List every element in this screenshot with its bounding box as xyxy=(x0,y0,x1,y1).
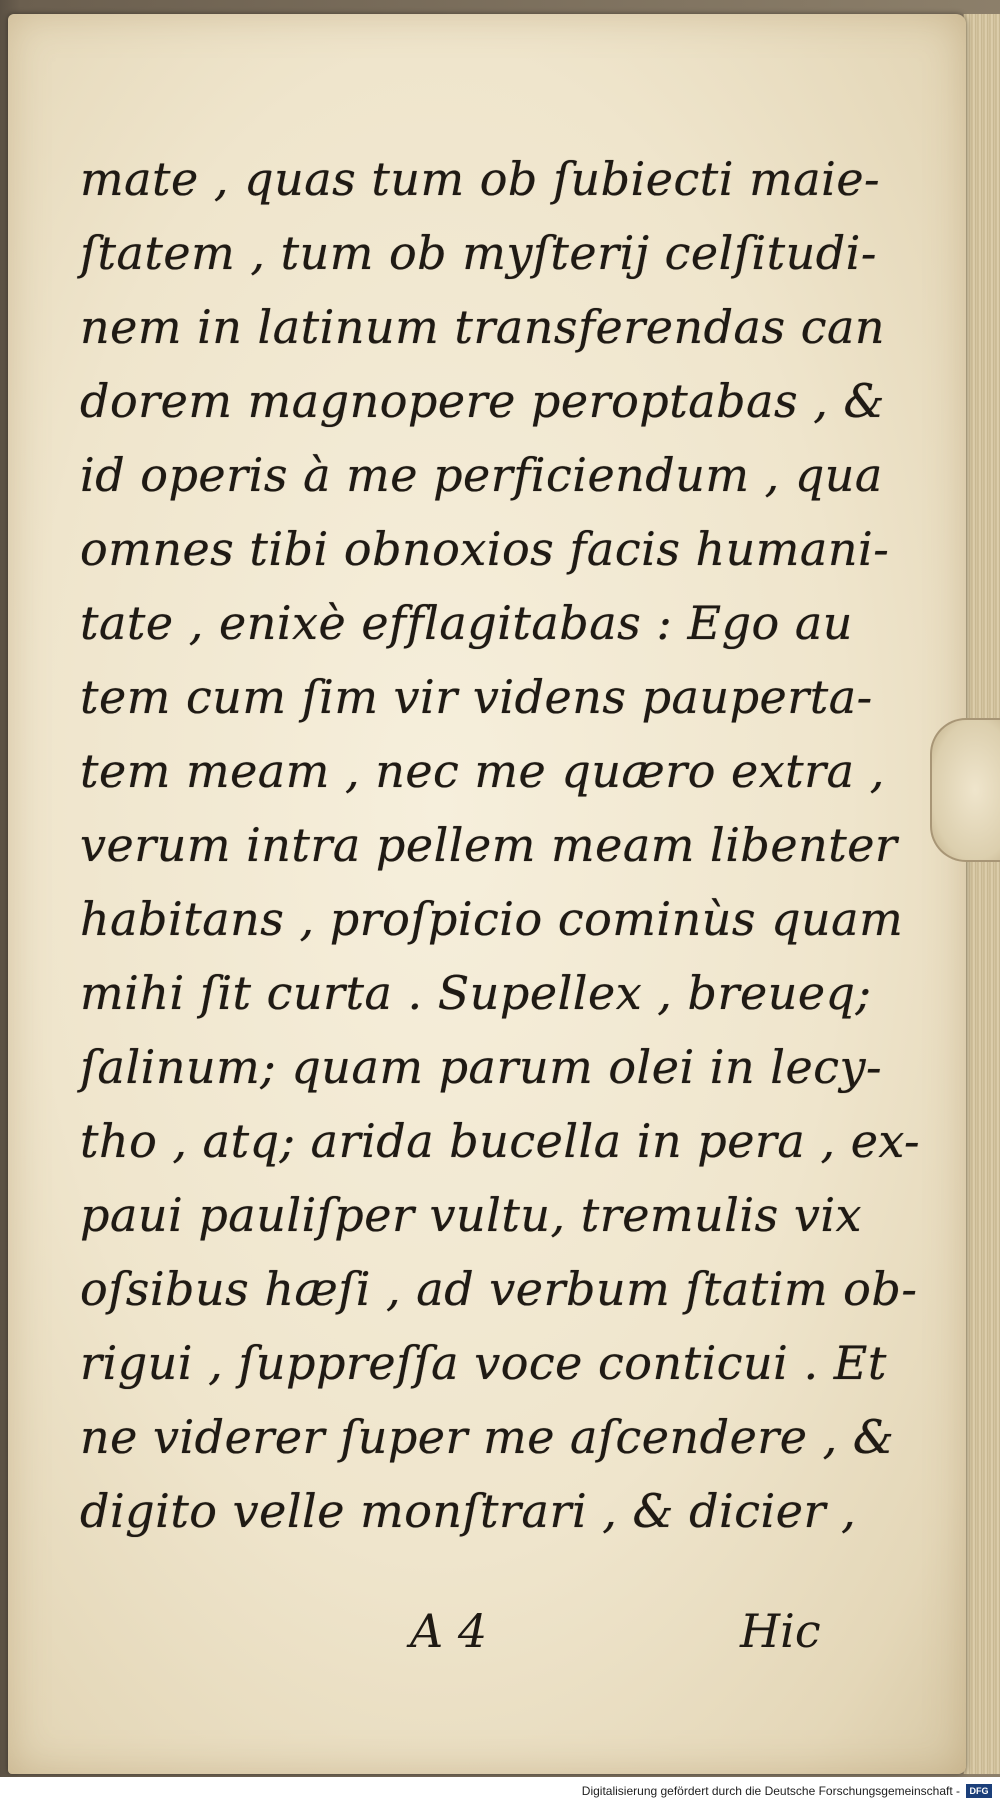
text-line: ſalinum; quam parum olei in lecy- xyxy=(80,1040,882,1094)
text-line: tem meam , nec me quæro extra , xyxy=(80,744,885,798)
text-line: nem in latinum transferendas can xyxy=(80,300,886,354)
text-line: rigui , ſuppreſſa voce conticui . Et xyxy=(80,1336,887,1390)
credit-bar xyxy=(0,1777,1000,1803)
text-line: verum intra pellem meam libenter xyxy=(80,818,898,872)
book-clasp xyxy=(930,718,1000,862)
page-stack-edge xyxy=(963,14,1000,1774)
text-line: dorem magnopere peroptabas , & xyxy=(80,374,885,428)
catchword: Hic xyxy=(740,1604,821,1658)
text-line: mihi ſit curta . Supellex , breueq; xyxy=(80,966,872,1020)
book-page xyxy=(8,14,966,1774)
text-line: tate , enixè efflagitabas : Ego au xyxy=(80,596,853,650)
signature-mark: A 4 xyxy=(410,1604,488,1658)
text-line: ne viderer ſuper me aſcendere , & xyxy=(80,1410,895,1464)
text-line: ſtatem , tum ob myſterij celſitudi- xyxy=(80,226,877,280)
text-line: tem cum ſim vir videns pauperta- xyxy=(80,670,873,724)
text-line: oſsibus hæſi , ad verbum ſtatim ob- xyxy=(80,1262,918,1316)
text-line: mate , quas tum ob ſubiecti maie- xyxy=(80,152,881,206)
text-line: digito velle monſtrari , & dicier , xyxy=(80,1484,857,1538)
page-footer xyxy=(80,1594,900,1668)
text-block xyxy=(80,142,921,1548)
text-line: id operis à me perficiendum , qua xyxy=(80,448,883,502)
text-line: tho , atq; arida bucella in pera , ex- xyxy=(80,1114,921,1168)
funding-credit: Digitalisierung gefördert durch die Deutsche Forschungsgemeinschaft - xyxy=(581,1784,960,1798)
text-line: habitans , proſpicio cominùs quam xyxy=(80,892,904,946)
text-line: paui pauliſper vultu, tremulis vix xyxy=(80,1188,862,1242)
text-line: omnes tibi obnoxios facis humani- xyxy=(80,522,890,576)
dfg-logo-icon: DFG xyxy=(966,1784,992,1798)
